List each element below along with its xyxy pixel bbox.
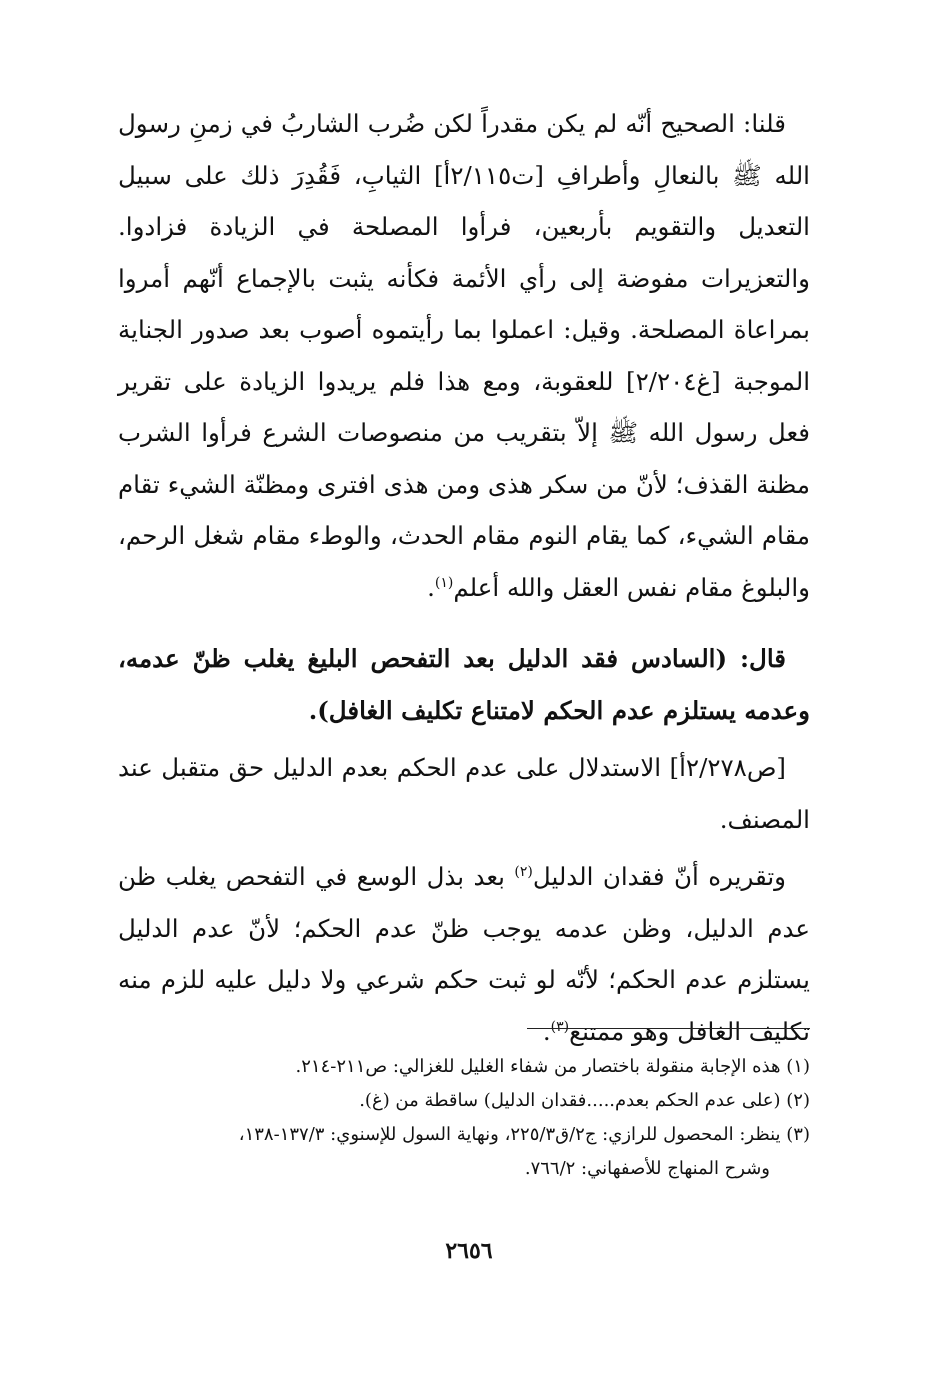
footnote-1: (١) هذه الإجابة منقولة باختصار من شفاء الغليل للغزالي: ص٢١١-٢١٤. bbox=[295, 1056, 810, 1077]
quoted-text-bold: قال: (السادس فقد الدليل بعد التفحص البليغ يغلب ظنّ عدمه، وعدمه يستلزم عدم الحكم لامتناع تكليف الغافل). bbox=[118, 644, 810, 725]
page-number: ٢٦٥٦ bbox=[445, 1238, 493, 1264]
footnote-ref-3: (٣) bbox=[550, 1018, 570, 1035]
footnote-2: (٢) (على عدم الحكم بعدم.....فقدان الدليل) ساقطة من (غ). bbox=[359, 1090, 810, 1111]
footnotes bbox=[118, 1050, 810, 1186]
paragraph-answer bbox=[118, 98, 810, 613]
page-body bbox=[118, 98, 810, 1057]
paragraph-taqrir-text-a: وتقريره أنّ فقدان الدليل bbox=[532, 862, 786, 891]
paragraph-taqrir-text-b: بعد بذل الوسع في التفحص يغلب ظن عدم الدليل، وظن عدمه يوجب ظنّ عدم الحكم؛ لأنّ عدم الدليل يستلزم عدم الحكم؛ لأنّه لو ثبت حكم شرعي ولا دليل عليه للزم منه تكليف الغافل وهو ممتنع bbox=[118, 862, 810, 1046]
footnote-3-continuation: وشرح المنهاج للأصفهاني: ٧٦٦/٢. bbox=[524, 1158, 770, 1179]
paragraph-taqrir bbox=[118, 851, 810, 1057]
footnote-3: (٣) ينظر: المحصول للرازي: ج٢/ق٢٢٥/٣، ونهاية السول للإسنوي: ١٣٧/٣-١٣٨، bbox=[238, 1124, 810, 1145]
paragraph-istidlal: [ص٢/٢٧٨أ] الاستدلال على عدم الحكم بعدم الدليل حق متقبل عند المصنف. bbox=[118, 753, 810, 834]
footnote-ref-2: (٢) bbox=[514, 863, 533, 880]
paragraph-answer-text: قلنا: الصحيح أنّه لم يكن مقدراً لكن ضُرب الشاربُ في زمنِ رسول الله ﷺ بالنعالِ وأطرافِ [ت٢/١١٥أ] الثيابِ، فَقُدِرَ ذلك على سبيل التعديل والتقويم بأربعين، فرأوا المصلحة في الزيادة فزادوا. والتعزيرات مفوضة إلى رأي الأئمة فكأنه يثبت بالإجماع أنّهم أمروا بمراعاة المصلحة. وقيل: اعملوا بما رأيتموه أصوب بعد صدور الجناية الموجبة [غ٢/٢٠٤] للعقوبة، ومع هذا فلم يريدوا الزيادة على تقرير فعل رسول الله ﷺ إلاّ بتقريب من منصوصات الشرع فرأوا الشرب مظنة القذف؛ لأنّ من سكر هذى ومن هذى افترى ومظنّة الشيء تقام مقام الشيء، كما يقام النوم مقام الحدث، والوطء مقام شغل الرحم، والبلوغ مقام نفس العقل والله أعلم bbox=[118, 109, 810, 602]
paragraph-answer-end: . bbox=[427, 572, 435, 602]
paragraph-taqrir-end: . bbox=[542, 1016, 551, 1046]
footnote-ref-1: (١) bbox=[434, 574, 454, 591]
footnote-divider bbox=[527, 1028, 810, 1029]
